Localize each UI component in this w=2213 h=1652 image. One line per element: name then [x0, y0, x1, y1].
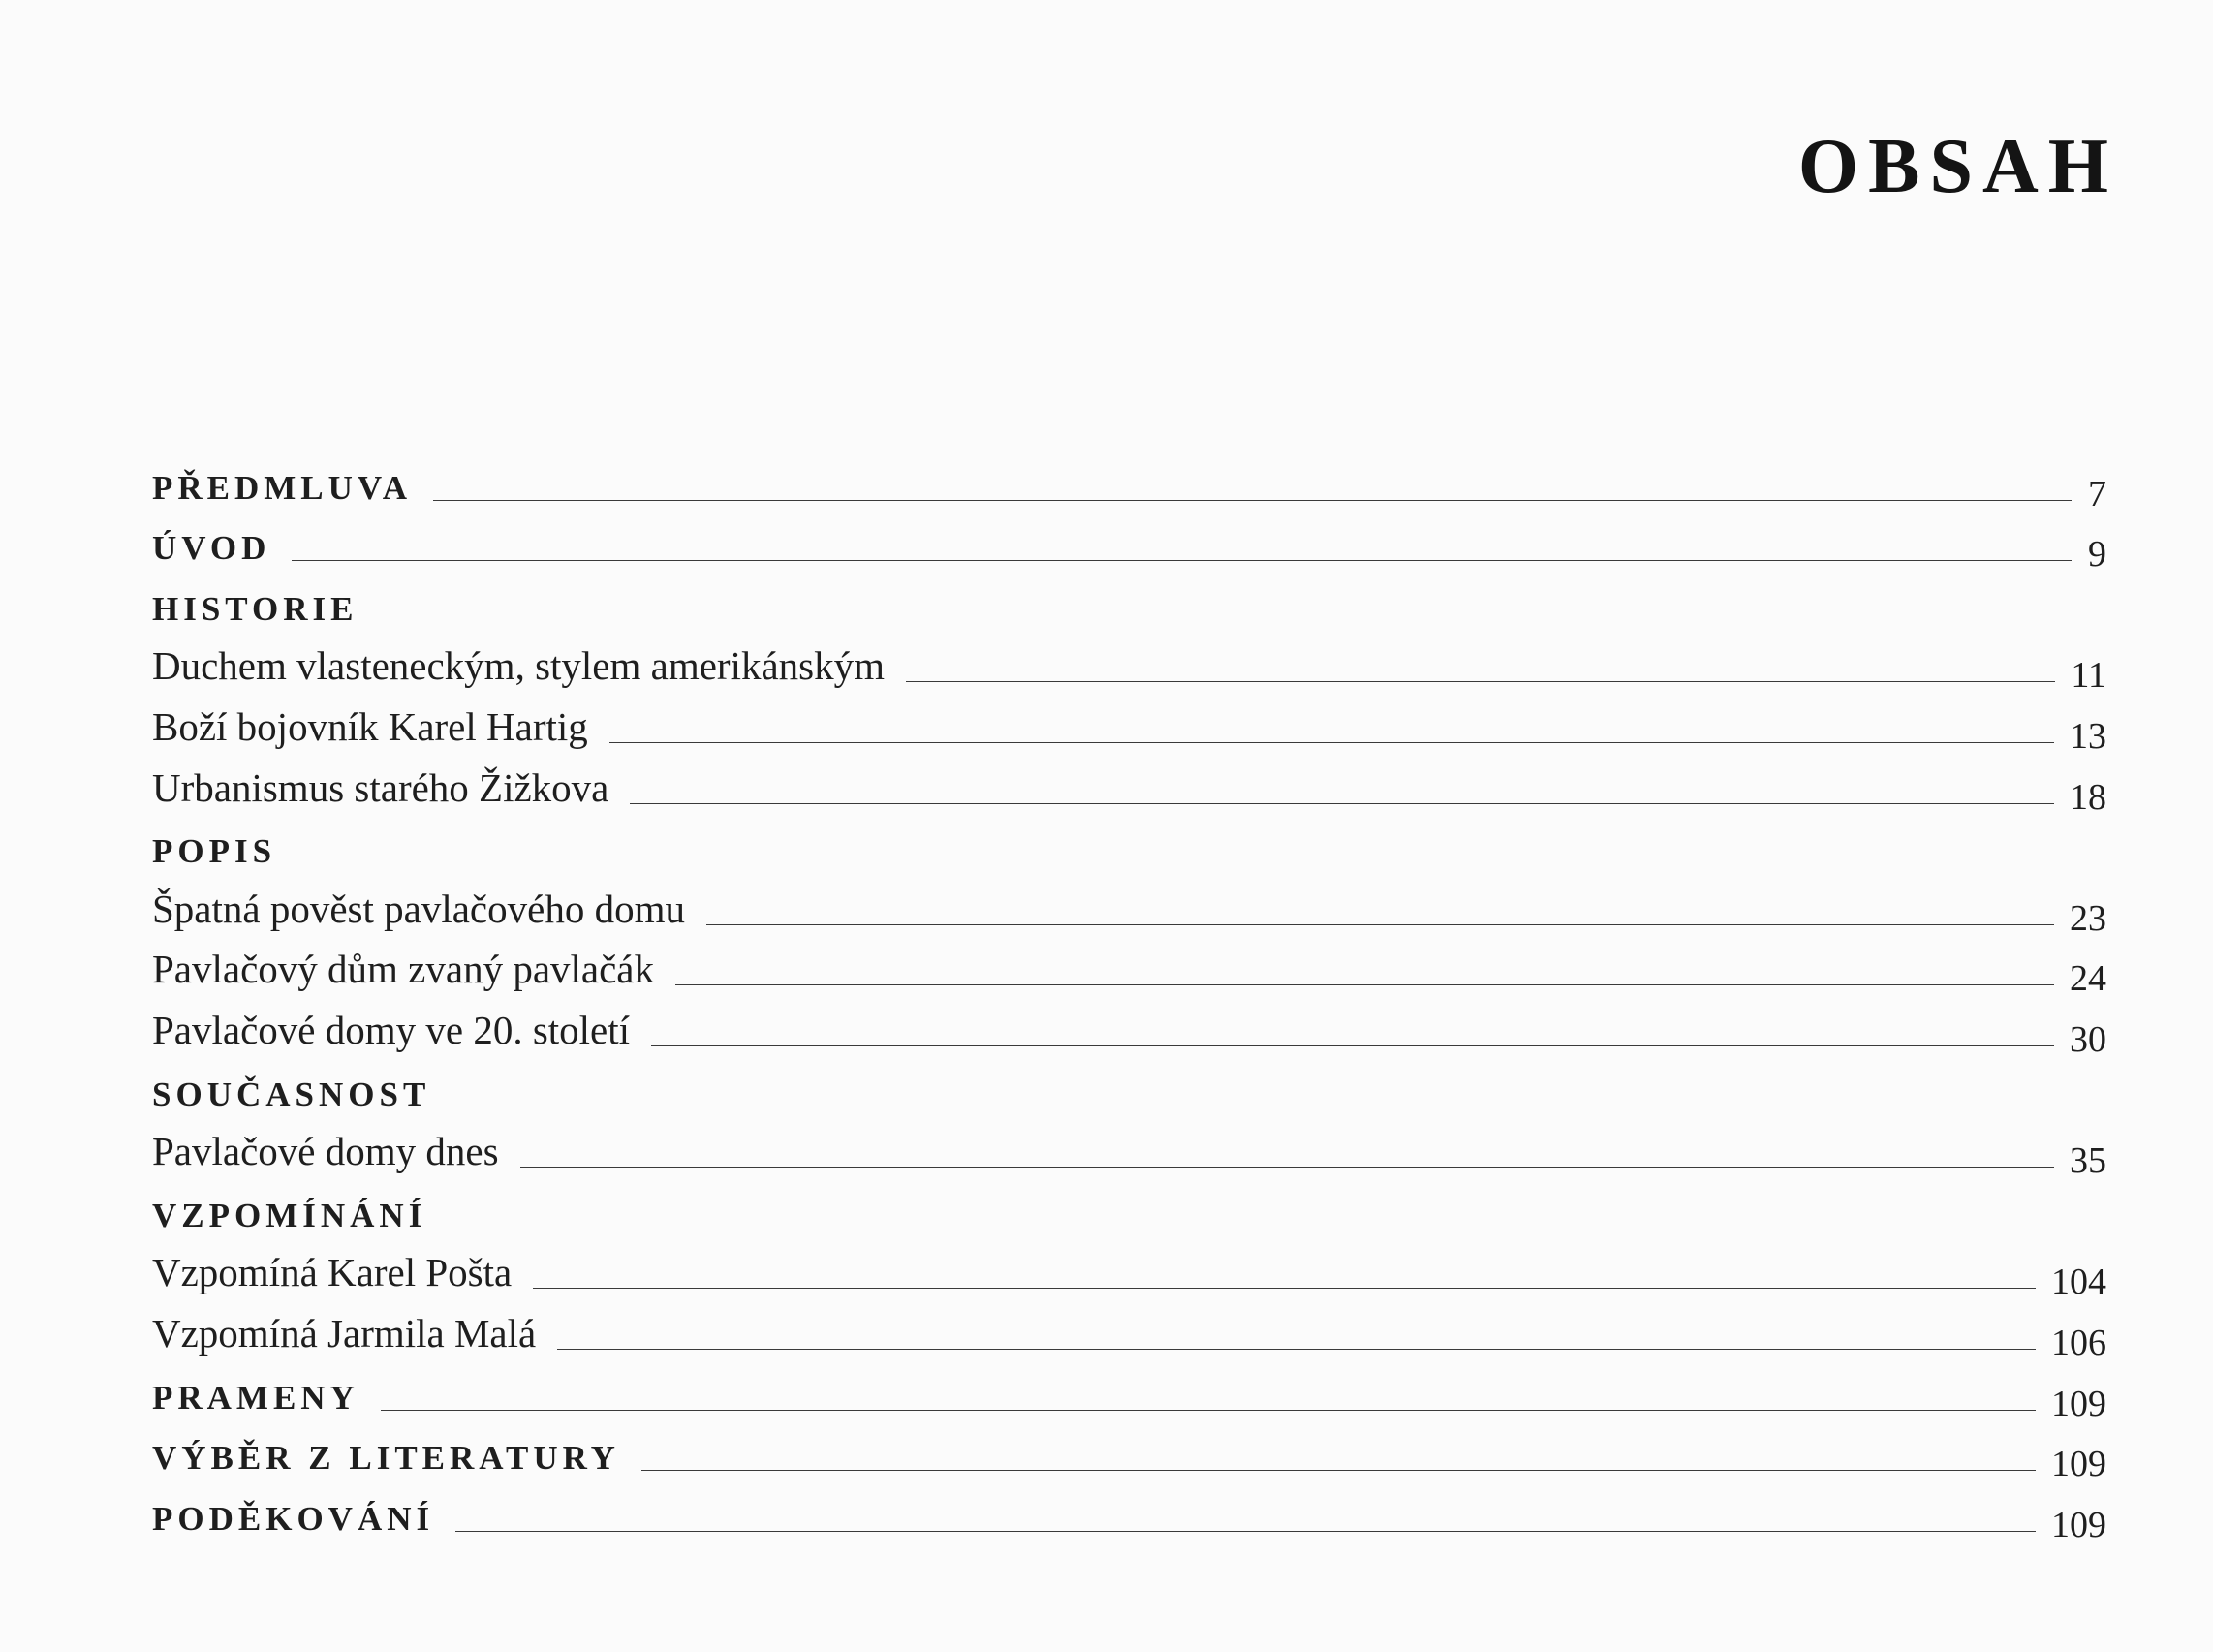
toc-entry-label: Pavlačové domy ve 20. století	[152, 1007, 631, 1052]
toc-entry-label: Pavlačové domy dnes	[152, 1129, 499, 1174]
toc-entry-page: 24	[2070, 958, 2106, 1000]
toc-entry-page: 104	[2051, 1262, 2106, 1303]
table-of-contents	[152, 453, 2106, 1545]
toc-entry-page: 30	[2070, 1018, 2106, 1060]
toc-leader-line	[381, 1410, 2036, 1411]
toc-entry-page: 106	[2051, 1322, 2106, 1363]
toc-leader-line	[906, 681, 2055, 682]
toc-entry[interactable]	[152, 1242, 2106, 1303]
toc-entry-page: 18	[2070, 776, 2106, 818]
toc-section-label: POPIS	[152, 832, 277, 871]
toc-entry[interactable]	[152, 696, 2106, 757]
toc-leader-line	[520, 1167, 2054, 1168]
toc-entry[interactable]	[152, 878, 2106, 939]
toc-leader-line	[609, 742, 2054, 743]
toc-entry[interactable]	[152, 1121, 2106, 1182]
toc-entry[interactable]	[152, 757, 2106, 818]
toc-entry-page: 13	[2070, 715, 2106, 757]
toc-leader-line	[675, 984, 2054, 985]
page-title: OBSAH	[1797, 123, 2118, 209]
toc-entry-label: Pavlačový dům zvaný pavlačák	[152, 947, 655, 992]
toc-leader-line	[455, 1531, 2036, 1532]
toc-entry-label: Vzpomíná Jarmila Malá	[152, 1310, 537, 1356]
toc-section-label: SOUČASNOST	[152, 1075, 431, 1113]
toc-entry-page: 7	[2088, 473, 2106, 514]
toc-leader-line	[641, 1470, 2036, 1471]
toc-entry-label: Vzpomíná Karel Pošta	[152, 1250, 513, 1295]
toc-entry-label: PŘEDMLUVA	[152, 468, 412, 507]
toc-entry-label: Duchem vlasteneckým, stylem amerikánským	[152, 643, 886, 689]
toc-entry-label: Špatná pověst pavlačového domu	[152, 886, 685, 931]
toc-entry-page: 35	[2070, 1140, 2106, 1182]
toc-entry-label: VÝBĚR Z LITERATURY	[152, 1439, 620, 1478]
toc-entry-page: 109	[2051, 1444, 2106, 1485]
toc-entry[interactable]	[152, 999, 2106, 1060]
toc-entry[interactable]	[152, 939, 2106, 1000]
toc-entry[interactable]	[152, 1302, 2106, 1363]
toc-entry-page: 109	[2051, 1383, 2106, 1424]
toc-section-heading	[152, 818, 2106, 879]
toc-entry-label: PODĚKOVÁNÍ	[152, 1499, 435, 1538]
toc-entry-label: Boží bojovník Karel Hartig	[152, 703, 588, 749]
toc-section-heading	[152, 575, 2106, 636]
toc-entry-page: 11	[2071, 655, 2106, 697]
toc-entry-page: 23	[2070, 897, 2106, 939]
toc-entry-page: 9	[2088, 534, 2106, 576]
toc-entry-page: 109	[2051, 1504, 2106, 1545]
toc-entry[interactable]	[152, 514, 2106, 576]
toc-entry-label: Urbanismus starého Žižkova	[152, 764, 609, 810]
toc-leader-line	[433, 500, 2072, 501]
toc-entry[interactable]	[152, 1484, 2106, 1545]
toc-section-label: VZPOMÍNÁNÍ	[152, 1196, 427, 1234]
toc-entry[interactable]	[152, 453, 2106, 514]
toc-entry[interactable]	[152, 1424, 2106, 1485]
toc-section-label: HISTORIE	[152, 589, 358, 628]
toc-entry-label: PRAMENY	[152, 1378, 359, 1417]
toc-leader-line	[630, 803, 2054, 804]
toc-leader-line	[706, 924, 2054, 925]
toc-section-heading	[152, 1181, 2106, 1242]
toc-leader-line	[533, 1288, 2036, 1289]
toc-leader-line	[651, 1045, 2054, 1046]
toc-section-heading	[152, 1060, 2106, 1121]
toc-leader-line	[557, 1349, 2036, 1350]
toc-leader-line	[292, 560, 2072, 561]
toc-entry[interactable]	[152, 636, 2106, 697]
toc-entry[interactable]	[152, 1363, 2106, 1424]
toc-entry-label: ÚVOD	[152, 529, 271, 568]
